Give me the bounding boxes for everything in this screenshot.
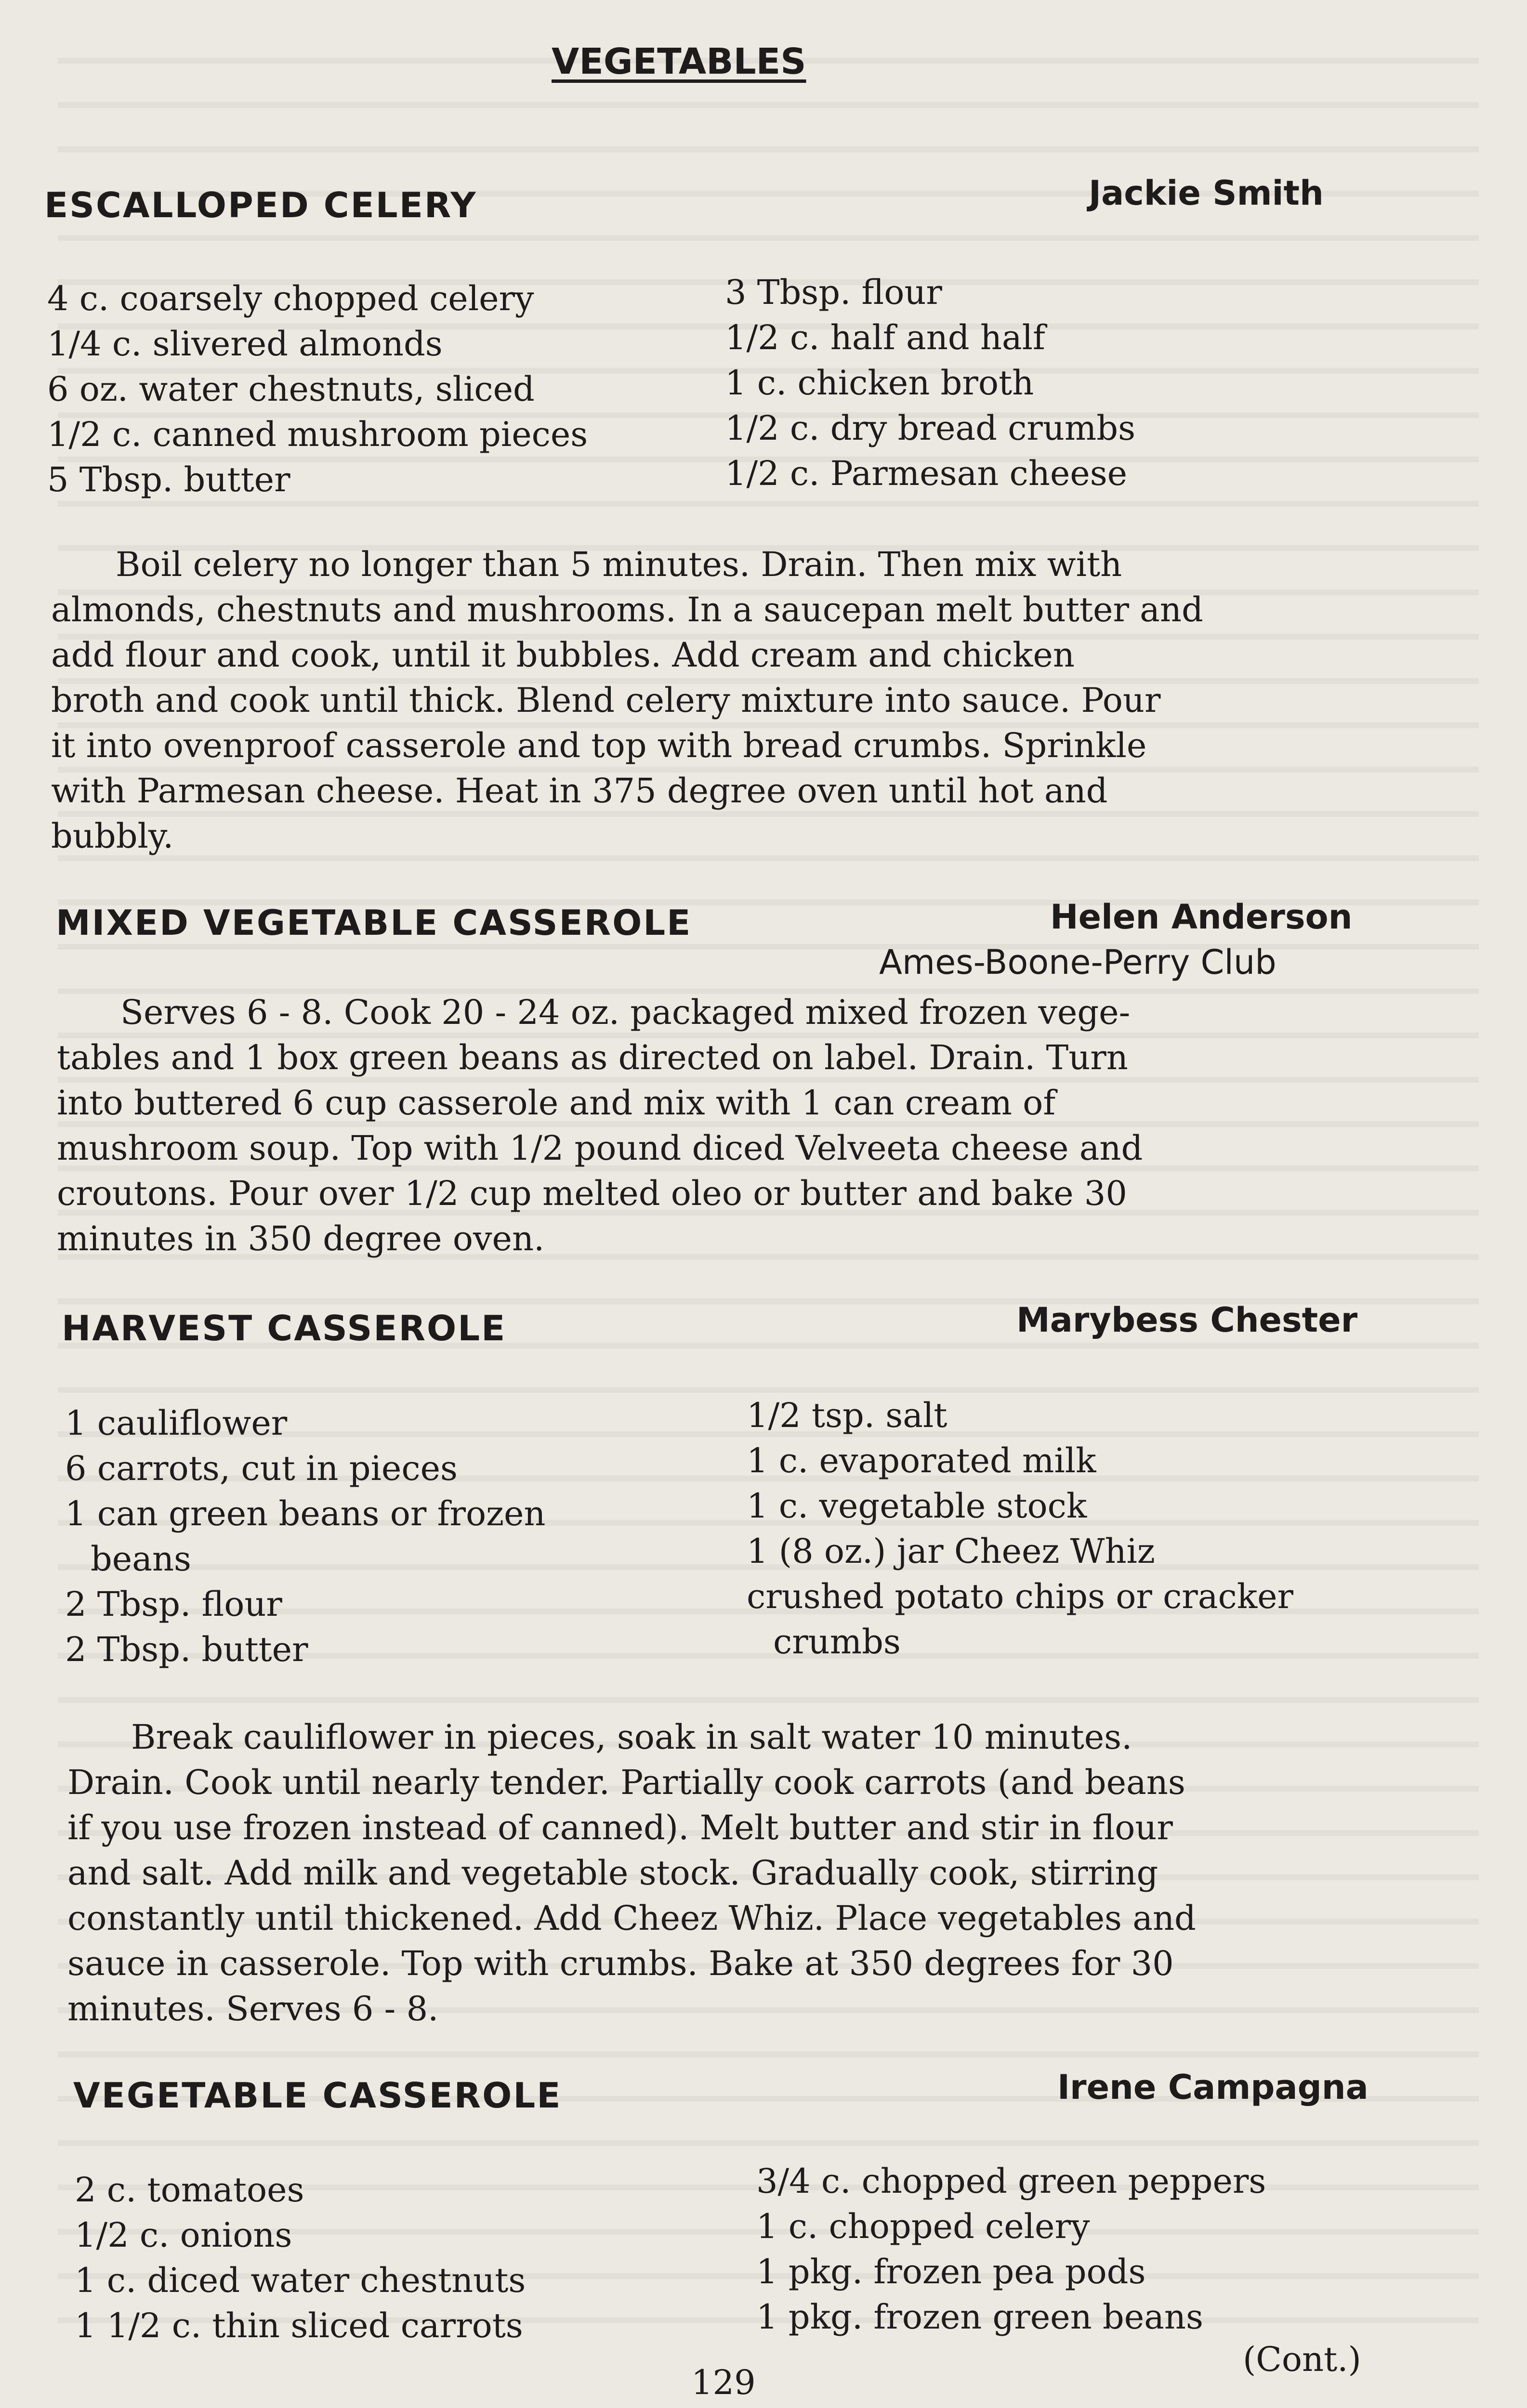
ingredient-item: 6 carrots, cut in pieces bbox=[65, 1449, 458, 1488]
ingredient-item: 1/2 c. Parmesan cheese bbox=[725, 454, 1128, 493]
ingredient-item: 1 can green beans or frozen bbox=[65, 1494, 546, 1533]
recipe-title-vegetable-casserole: VEGETABLE CASSEROLE bbox=[73, 2075, 562, 2116]
recipe-title-mixed-vegetable-casserole: MIXED VEGETABLE CASSEROLE bbox=[56, 903, 692, 943]
recipe-author-marybess-chester: Marybess Chester bbox=[1016, 1300, 1358, 1340]
direction-line: tables and 1 box green beans as directed on label. Drain. Turn bbox=[57, 1038, 1128, 1077]
direction-line: if you use frozen instead of canned). Melt butter and stir in flour bbox=[67, 1808, 1173, 1847]
direction-line: Serves 6 - 8. Cook 20 - 24 oz. packaged mixed frozen vege- bbox=[120, 993, 1131, 1032]
direction-line: add flour and cook, until it bubbles. Add cream and chicken bbox=[51, 635, 1075, 675]
ingredient-item: 1 pkg. frozen green beans bbox=[756, 2297, 1203, 2337]
ingredient-item: 2 Tbsp. flour bbox=[65, 1584, 282, 1624]
direction-line: minutes. Serves 6 - 8. bbox=[67, 1989, 439, 2028]
direction-line: sauce in casserole. Top with crumbs. Bake at 350 degrees for 30 bbox=[67, 1944, 1174, 1983]
page-title: VEGETABLES bbox=[552, 41, 806, 82]
recipe-title-escalloped-celery: ESCALLOPED CELERY bbox=[44, 185, 477, 225]
ingredient-item: 1/2 c. onions bbox=[75, 2215, 292, 2255]
direction-line: Drain. Cook until nearly tender. Partially cook carrots (and beans bbox=[67, 1763, 1185, 1802]
direction-line: it into ovenproof casserole and top with bread crumbs. Sprinkle bbox=[51, 726, 1147, 765]
ingredient-item: 3 Tbsp. flour bbox=[725, 273, 942, 312]
recipe-author-irene-campagna: Irene Campagna bbox=[1057, 2068, 1369, 2107]
direction-line: croutons. Pour over 1/2 cup melted oleo or butter and bake 30 bbox=[57, 1174, 1127, 1213]
ingredient-item: beans bbox=[91, 1539, 191, 1579]
ingredient-item: 1 cauliflower bbox=[65, 1403, 288, 1443]
direction-line: Break cauliflower in pieces, soak in salt water 10 minutes. bbox=[131, 1717, 1132, 1757]
page-number: 129 bbox=[691, 2363, 756, 2402]
direction-line: almonds, chestnuts and mushrooms. In a saucepan melt butter and bbox=[51, 590, 1203, 629]
ingredient-item: 1/2 tsp. salt bbox=[747, 1396, 948, 1435]
direction-line: with Parmesan cheese. Heat in 375 degree oven until hot and bbox=[51, 771, 1108, 811]
direction-line: and salt. Add milk and vegetable stock. Gradually cook, stirring bbox=[67, 1853, 1158, 1893]
ingredient-item: 1 c. chicken broth bbox=[725, 363, 1034, 403]
ingredient-item: crushed potato chips or cracker bbox=[747, 1577, 1294, 1616]
ingredient-item: 1 c. evaporated milk bbox=[747, 1441, 1096, 1480]
ingredient-item: 6 oz. water chestnuts, sliced bbox=[47, 369, 535, 409]
direction-line: constantly until thickened. Add Cheez Whiz. Place vegetables and bbox=[67, 1898, 1196, 1938]
ingredient-item: 2 c. tomatoes bbox=[75, 2170, 304, 2210]
ingredient-item: 3/4 c. chopped green peppers bbox=[756, 2161, 1266, 2201]
ingredient-item: 2 Tbsp. butter bbox=[65, 1630, 308, 1669]
ingredient-item: 5 Tbsp. butter bbox=[47, 460, 290, 499]
continued-note: (Cont.) bbox=[1243, 2340, 1361, 2379]
ingredient-item: 1 pkg. frozen pea pods bbox=[756, 2252, 1146, 2291]
ingredient-item: 1/2 c. canned mushroom pieces bbox=[47, 415, 588, 454]
ingredient-item: 4 c. coarsely chopped celery bbox=[47, 279, 534, 318]
ingredient-item: 1 c. chopped celery bbox=[756, 2207, 1090, 2246]
ingredient-item: 1/2 c. half and half bbox=[725, 318, 1045, 357]
recipe-club: Ames-Boone-Perry Club bbox=[879, 942, 1277, 982]
recipe-author-jackie-smith: Jackie Smith bbox=[1089, 173, 1324, 213]
direction-line: broth and cook until thick. Blend celery mixture into sauce. Pour bbox=[51, 681, 1161, 720]
ingredient-item: 1 c. diced water chestnuts bbox=[75, 2261, 526, 2300]
direction-line: mushroom soup. Top with 1/2 pound diced Velveeta cheese and bbox=[57, 1128, 1143, 1168]
recipe-author-helen-anderson: Helen Anderson bbox=[1050, 897, 1353, 937]
direction-line: into buttered 6 cup casserole and mix with 1 can cream of bbox=[57, 1083, 1056, 1123]
direction-line: minutes in 350 degree oven. bbox=[57, 1219, 545, 1258]
ingredient-item: 1/2 c. dry bread crumbs bbox=[725, 408, 1136, 448]
ingredient-item: 1 c. vegetable stock bbox=[747, 1486, 1087, 1526]
ingredient-item: crumbs bbox=[773, 1622, 901, 1662]
ingredient-item: 1/4 c. slivered almonds bbox=[47, 324, 443, 364]
recipe-title-harvest-casserole: HARVEST CASSEROLE bbox=[62, 1308, 507, 1348]
direction-line: Boil celery no longer than 5 minutes. Drain. Then mix with bbox=[116, 545, 1122, 584]
direction-line: bubbly. bbox=[51, 816, 174, 856]
ingredient-item: 1 1/2 c. thin sliced carrots bbox=[75, 2306, 523, 2345]
ingredient-item: 1 (8 oz.) jar Cheez Whiz bbox=[747, 1531, 1155, 1571]
